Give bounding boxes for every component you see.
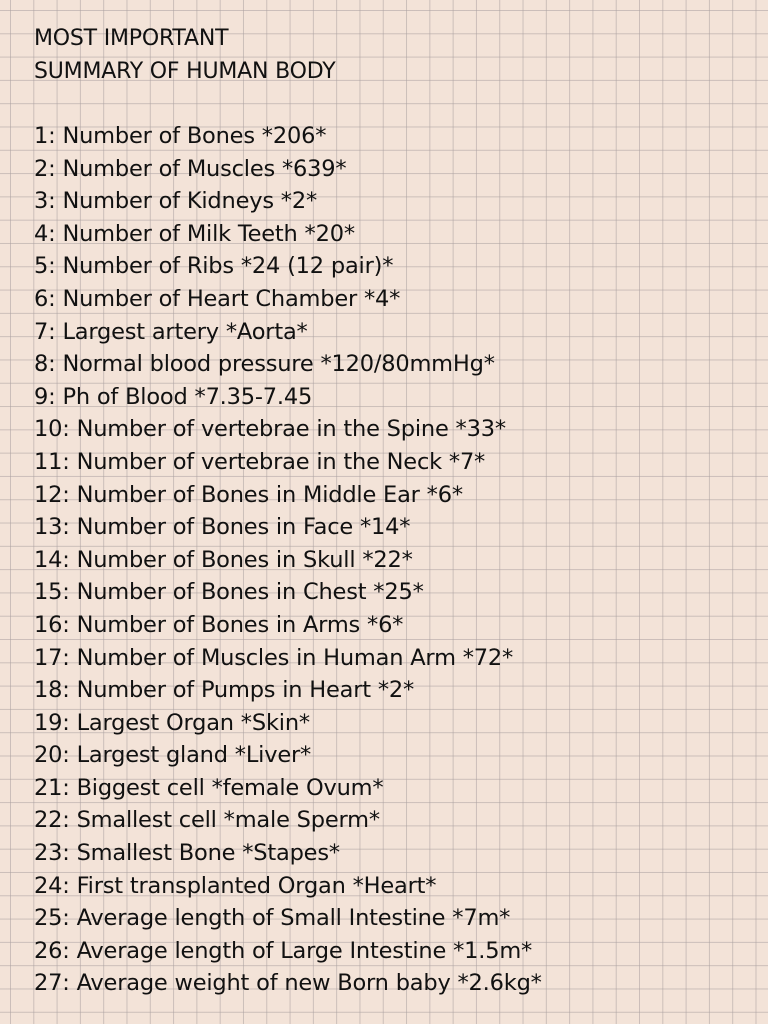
- fact-item: 17: Number of Muscles in Human Arm *72*: [34, 644, 514, 671]
- fact-item: 7: Largest artery *Aorta*: [34, 318, 308, 345]
- fact-item: 3: Number of Kidneys *2*: [34, 188, 318, 215]
- fact-item: 1: Number of Bones *206*: [34, 123, 327, 149]
- fact-item: 9: Ph of Blood *7.35-7.45: [34, 383, 313, 410]
- fact-item: 25: Average length of Small Intestine *7m*: [34, 905, 511, 932]
- fact-item: 15: Number of Bones in Chest *25*: [34, 579, 424, 606]
- fact-item: 2: Number of Muscles *639*: [34, 155, 347, 182]
- fact-item: 23: Smallest Bone *Stapes*: [34, 840, 340, 867]
- fact-item: 19: Largest Organ *Skin*: [34, 709, 310, 736]
- fact-item: 8: Normal blood pressure *120/80mmHg*: [34, 351, 495, 378]
- fact-item: 18: Number of Pumps in Heart *2*: [34, 677, 415, 704]
- fact-item: 12: Number of Bones in Middle Ear *6*: [34, 481, 463, 508]
- fact-item: 24: First transplanted Organ *Heart*: [34, 872, 437, 899]
- fact-list: [34, 120, 754, 1000]
- title-line-1: MOST IMPORTANT: [34, 26, 229, 51]
- fact-item: 22: Smallest cell *male Sperm*: [34, 807, 380, 834]
- fact-item: 5: Number of Ribs *24 (12 pair)*: [34, 253, 394, 280]
- fact-item: 26: Average length of Large Intestine *1.5m*: [34, 937, 533, 964]
- fact-item: 13: Number of Bones in Face *14*: [34, 514, 411, 541]
- title-line-2: SUMMARY OF HUMAN BODY: [34, 59, 336, 84]
- fact-item: 14: Number of Bones in Skull *22*: [34, 546, 413, 573]
- fact-item: 6: Number of Heart Chamber *4*: [34, 285, 401, 312]
- fact-item: 4: Number of Milk Teeth *20*: [34, 220, 355, 247]
- fact-item: 20: Largest gland *Liver*: [34, 742, 312, 769]
- fact-item: 11: Number of vertebrae in the Neck *7*: [34, 448, 486, 475]
- note-sheet: [34, 22, 754, 1000]
- fact-item: 10: Number of vertebrae in the Spine *33*: [34, 416, 506, 443]
- fact-item: 16: Number of Bones in Arms *6*: [34, 611, 404, 638]
- fact-item: 27: Average weight of new Born baby *2.6kg*: [34, 970, 542, 997]
- fact-item: 21: Biggest cell *female Ovum*: [34, 774, 384, 801]
